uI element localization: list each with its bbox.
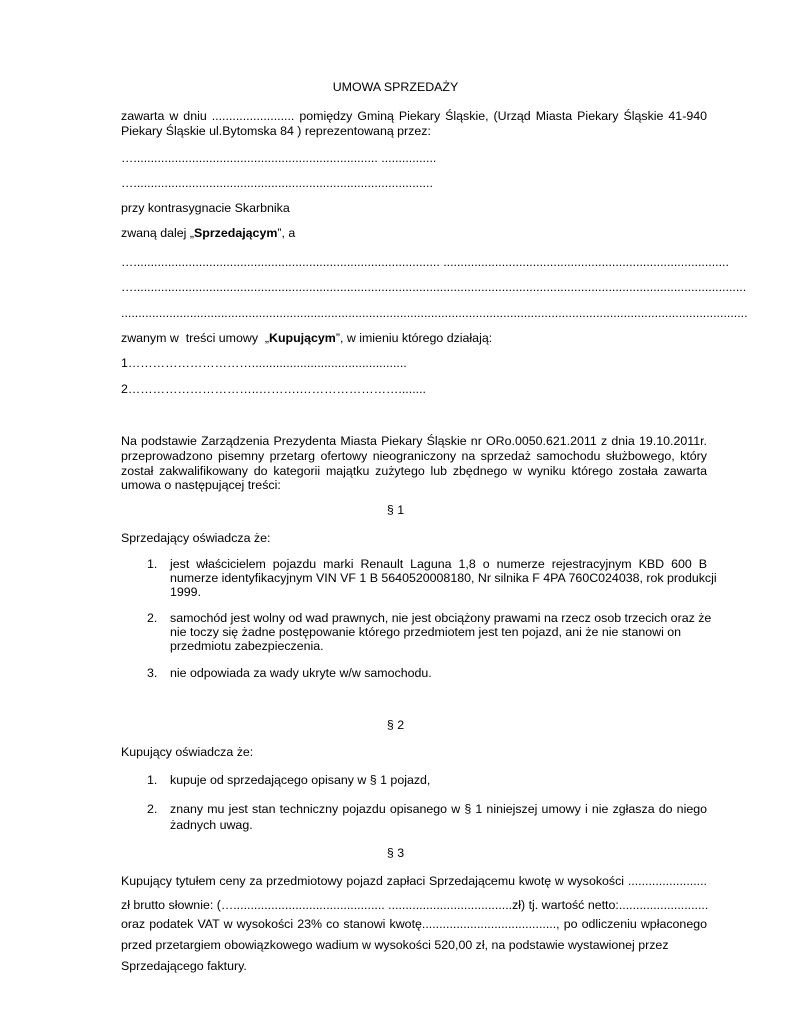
section-1-lead: Sprzedający oświadcza że: (121, 531, 271, 545)
buyer-prefix: zwanym w treści umowy „ (121, 331, 270, 345)
seller-prefix: zwaną dalej „ (121, 226, 195, 240)
buyer-suffix: ”, w imieniu którego działają: (335, 331, 493, 345)
section-1-item-1-line-2: numerze identyfikacyjnym VIN VF 1 B 5640520008180, Nr silnika F 4PA 760C024038, rok produkcji (170, 571, 717, 585)
intro-line-1: zawarta w dniu ........................ pomiędzy Gminą Piekary Śląskie, (Urząd Miasta Piekary Śląskie 41-940 (121, 109, 707, 123)
section-1-item-2-number: 2. (147, 611, 158, 625)
signatory-dots-2: …....................................................................................... (121, 176, 433, 190)
basis-line-3: został zakwalifikowany do kategorii majątku zużytego lub zbędnego w wyniku którego została zawarta (121, 464, 707, 478)
seller-suffix: ”, a (277, 226, 296, 240)
section-3-line-2: zł brutto słownie: (…............................................ ....................................zł) tj. wartość netto:.......................... (121, 898, 709, 912)
section-1-item-2-line-1: samochód jest wolny od wad prawnych, nie jest obciążony prawami na rzecz osob trzecich oraz że (170, 611, 712, 625)
intro-line-2: Piekary Śląskie ul.Bytomska 84 ) reprezentowaną przez: (121, 124, 431, 138)
basis-line-4: umowa o następującej treści: (121, 478, 281, 492)
section-2-lead: Kupujący oświadcza że: (121, 745, 254, 759)
buyer-dots-3: ...................................................................................................................................................................................... (121, 306, 748, 320)
section-3-heading: § 3 (386, 846, 405, 860)
buyer-definition (121, 331, 492, 346)
section-2-item-2-line-1: znany mu jest stan techniczny pojazdu opisanego w § 1 niniejszej umowy i nie zgłasza do niego (170, 802, 707, 816)
section-2-heading: § 2 (386, 718, 405, 732)
basis-line-1: Na podstawie Zarządzenia Prezydenta Miasta Piekary Śląskie nr ORo.0050.621.2011 z dnia 19.10.2011r. (121, 434, 707, 448)
section-2-item-1-number: 1. (147, 773, 158, 787)
representative-1: 1…………………………............................................. (121, 356, 407, 370)
section-1-heading: § 1 (386, 503, 405, 517)
section-2-item-2-line-2: żadnych uwag. (170, 818, 253, 832)
section-2-item-1-line-1: kupuje od sprzedającego opisany w § 1 pojazd, (170, 773, 431, 787)
section-1-item-2-line-3: przedmiotu zabezpieczenia. (170, 639, 324, 653)
section-1-item-2-line-2: nie toczy się żadne postępowanie którego przedmiotem jest ten pojazd, ani że nie stanowi on (170, 625, 682, 639)
section-2-item-2-number: 2. (147, 802, 158, 816)
basis-line-2: przeprowadzono pisemny przetarg ofertowy nieograniczony na sprzedaż samochodu służbowego, który (121, 449, 707, 463)
buyer-dots-1: …......................................................................................... ................................................................................... (121, 255, 729, 269)
section-1-item-1-line-1: jest właścicielem pojazdu marki Renault Laguna 1,8 o numerze rejestracyjnym KBD 600 B (170, 557, 707, 571)
section-1-item-1-number: 1. (147, 557, 158, 571)
section-1-item-1-line-3: 1999. (170, 585, 202, 599)
buyer-term: Kupującym (269, 331, 336, 345)
section-3-line-5: Sprzedającego faktury. (121, 959, 247, 973)
document-title: UMOWA SPRZEDAŻY (332, 80, 459, 94)
seller-definition (121, 226, 295, 241)
representative-2: 2…………………………..……….……………………........ (121, 382, 426, 396)
countersign-line: przy kontrasygnacie Skarbnika (121, 201, 290, 215)
section-3-line-4: przed przetargiem obowiązkowego wadium w wysokości 520,00 zł, na podstawie wystawionej przez (121, 938, 669, 952)
seller-term: Sprzedającym (194, 226, 278, 240)
section-3-line-1: Kupujący tytułem ceny za przedmiotowy pojazd zapłaci Sprzedającemu kwotę w wysokości ....................... (121, 874, 707, 888)
section-3-line-3: oraz podatek VAT w wysokości 23% co stanowi kwotę......................................., po odliczeniu wpłaconego (121, 917, 707, 931)
section-1-item-3-line-1: nie odpowiada za wady ukryte w/w samochodu. (170, 666, 432, 680)
section-1-item-3-number: 3. (147, 666, 158, 680)
signatory-dots-1: …....................................................................... ................ (121, 151, 437, 165)
buyer-dots-2: ….................................................................................................................................................................................. (121, 280, 747, 294)
